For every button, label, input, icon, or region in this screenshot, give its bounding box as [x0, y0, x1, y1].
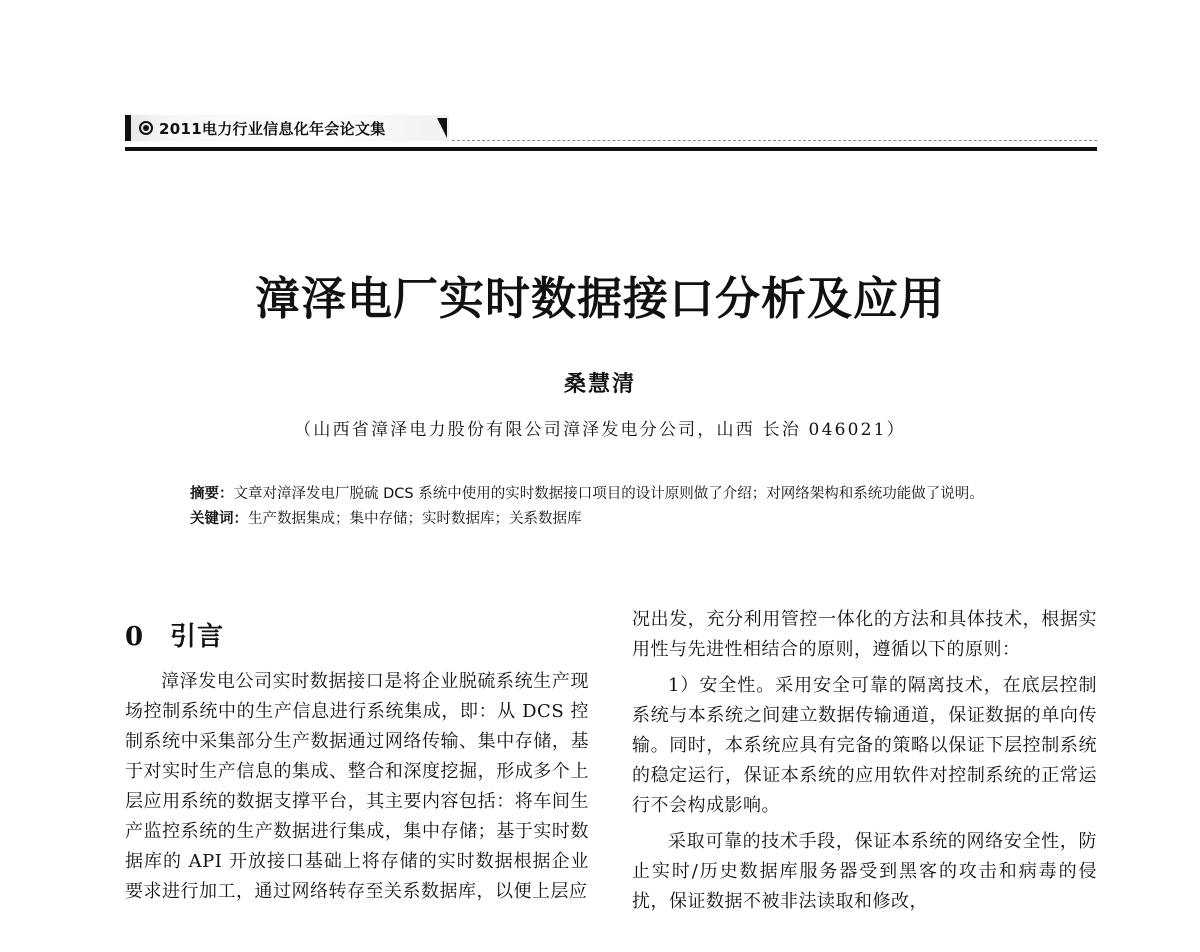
running-header-text: 2011电力行业信息化年会论文集 — [159, 119, 386, 138]
abstract — [190, 482, 1050, 507]
author-affiliation: （山西省漳泽电力股份有限公司漳泽发电分公司，山西 长治 046021） — [294, 420, 906, 440]
left-paragraph: 漳泽发电公司实时数据接口是将企业脱硫系统生产现场控制系统中的生产信息进行系统集成，即：从 DCS 控制系统中采集部分生产数据通过网络传输、集中存储，基于对实时生产信息的集成、整合和深度挖掘，形成多个上层应用系统的数据支撑平台，其主要内容包括：将车间生产监控系统的生产数据进行集成，集中存储；基于实时数据库的 API 开放接口基础上将存储的实时数据根据企业要求进行加工，通过网络转存至关系数据库，以便上层应 — [125, 671, 589, 902]
paper-title: 漳泽电厂实时数据接口分析及应用 — [254, 272, 945, 325]
header-rule-thick — [125, 147, 1097, 151]
author-name: 桑慧清 — [563, 371, 636, 397]
abstract-text: 文章对漳泽发电厂脱硫 DCS 系统中使用的实时数据接口项目的设计原则做了介绍；对网络架构和系统功能做了说明。 — [233, 486, 984, 502]
section-title: 引言 — [170, 622, 225, 652]
header-rule-thin — [452, 140, 1097, 141]
right-paragraph-3: 采取可靠的技术手段，保证本系统的网络安全性，防止实时/历史数据库服务器受到黑客的攻击和病毒的侵扰，保证数据不被非法读取和修改， — [632, 831, 1097, 912]
keywords-text: 生产数据集成；集中存储；实时数据库；关系数据库 — [248, 511, 582, 527]
section-number: 0 — [125, 622, 145, 652]
right-paragraph-2: 1）安全性。采用安全可靠的隔离技术，在底层控制系统与本系统之间建立数据传输通道，保证数据的单向传输。同时，本系统应具有完备的策略以保证下层控制系统的稳定运行，保证本系统的应用软件对控制系统的正常运行不会构成影响。 — [632, 675, 1097, 816]
ring-icon — [139, 121, 153, 135]
running-header — [125, 115, 449, 141]
section-heading — [125, 616, 589, 653]
left-column — [125, 612, 589, 907]
right-paragraph-1: 况出发，充分利用管控一体化的方法和具体技术，根据实用性与先进性相结合的原则，遵循以下的原则： — [632, 609, 1097, 660]
keywords-label: 关键词： — [190, 511, 248, 527]
keywords — [190, 507, 1050, 532]
abstract-block — [190, 482, 1050, 532]
abstract-label: 摘要： — [190, 486, 234, 502]
right-column — [632, 605, 1097, 917]
